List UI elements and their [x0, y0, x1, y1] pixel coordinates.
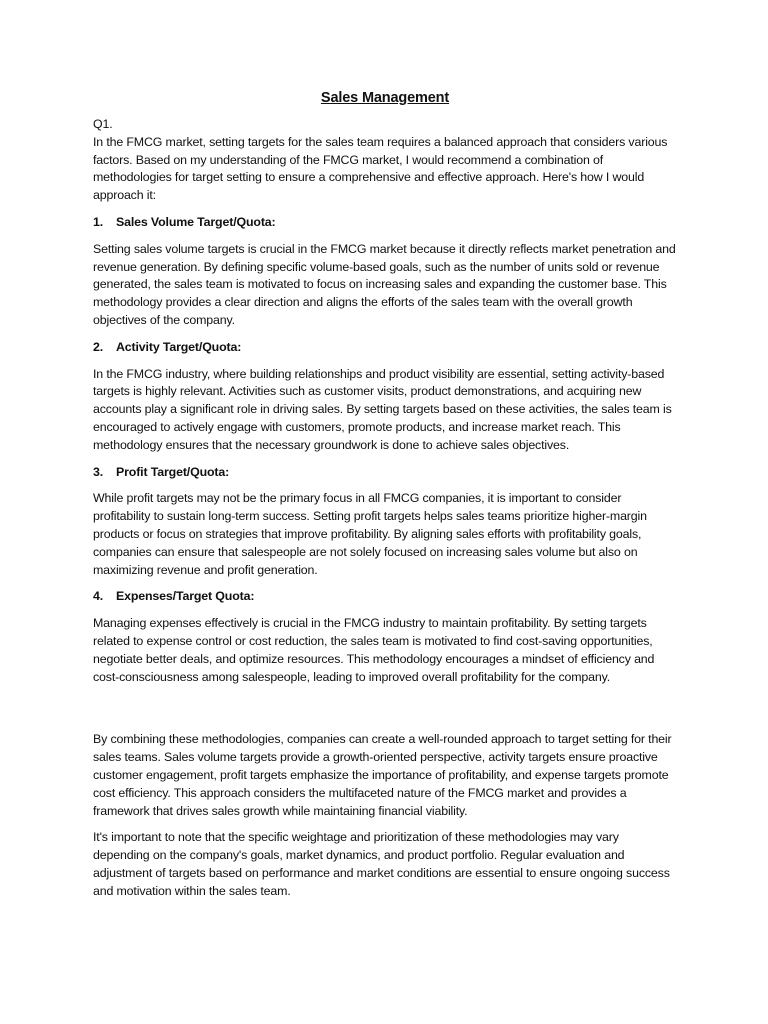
conclusion-paragraph: By combining these methodologies, companies can create a well-rounded approach to target setting for their sales teams. Sales volume targets provide a growth-oriented perspective, activity targets ensure proactive customer engagement, profit targets emphasize the importance of profitability, and expense targets promote cost efficiency. This approach considers the multifaceted nature of the FMCG market and provides a framework that drives sales growth while maintaining financial viability. — [93, 732, 672, 818]
section-body-sales-volume: Setting sales volume targets is crucial in the FMCG market because it directly reflects market penetration and revenue generation. By defining specific volume-based goals, such as the number of units sold or revenue generated, the sales team is motivated to focus on increasing sales and expanding the customer base. This methodology provides a clear direction and aligns the efforts of the sales team with the overall growth objectives of the company. — [93, 241, 676, 327]
section-number: 3. — [93, 464, 104, 479]
section-heading-activity — [93, 339, 677, 357]
question-label: Q1. — [93, 117, 113, 131]
section-body-expenses: Managing expenses effectively is crucial in the FMCG industry to maintain profitability. By setting targets related to expense control or cost reduction, the sales team is motivated to find cost-saving opportunities, negotiate better deals, and optimize resources. This methodology encourages a mindset of efficiency and cost-consciousness among salespeople, leading to improved overall profitability for the company. — [93, 616, 655, 684]
section-heading-sales-volume — [93, 214, 677, 232]
section-number: 2. — [93, 339, 104, 354]
intro-paragraph: In the FMCG market, setting targets for the sales team requires a balanced approach that considers various factors. Based on my understanding of the FMCG market, I would recommend a combination of methodologies for target setting to ensure a comprehensive and effective approach. Here's how I would approach it: — [93, 134, 668, 203]
section-number: 4. — [93, 589, 104, 604]
section-heading-expenses — [93, 588, 677, 606]
section-title: Profit Target/Quota: — [116, 464, 230, 479]
section-heading-profit — [93, 464, 677, 482]
section-number: 1. — [93, 214, 104, 229]
section-title: Activity Target/Quota: — [116, 339, 242, 354]
section-title: Expenses/Target Quota: — [116, 589, 255, 604]
section-title: Sales Volume Target/Quota: — [116, 214, 276, 229]
document-title: Sales Management — [320, 90, 450, 106]
closing-paragraph: It's important to note that the specific weightage and prioritization of these methodologies may vary depending on the company's goals, market dynamics, and product portfolio. Regular evaluation and adjustment of targets based on performance and market conditions are essential to ensure ongoing success and motivation within the sales team. — [93, 830, 670, 898]
section-body-activity: In the FMCG industry, where building relationships and product visibility are essential, setting activity-based targets is highly relevant. Activities such as customer visits, product demonstrations, and acquiring new accounts play a significant role in driving sales. By setting targets based on these activities, the sales team is encouraged to actively engage with customers, promote products, and increase market reach. This methodology ensures that the necessary groundwork is done to achieve sales objectives. — [93, 366, 672, 452]
document-page — [93, 88, 677, 909]
paragraph-spacer — [93, 695, 677, 731]
section-body-profit: While profit targets may not be the primary focus in all FMCG companies, it is important to consider profitability to sustain long-term success. Setting profit targets helps sales teams prioritize higher-margin products or focus on strategies that improve profitability. By aligning sales efforts with profitability goals, companies can ensure that salespeople are not solely focused on increasing sales volume but also on maximizing revenue and profit generation. — [93, 491, 647, 577]
